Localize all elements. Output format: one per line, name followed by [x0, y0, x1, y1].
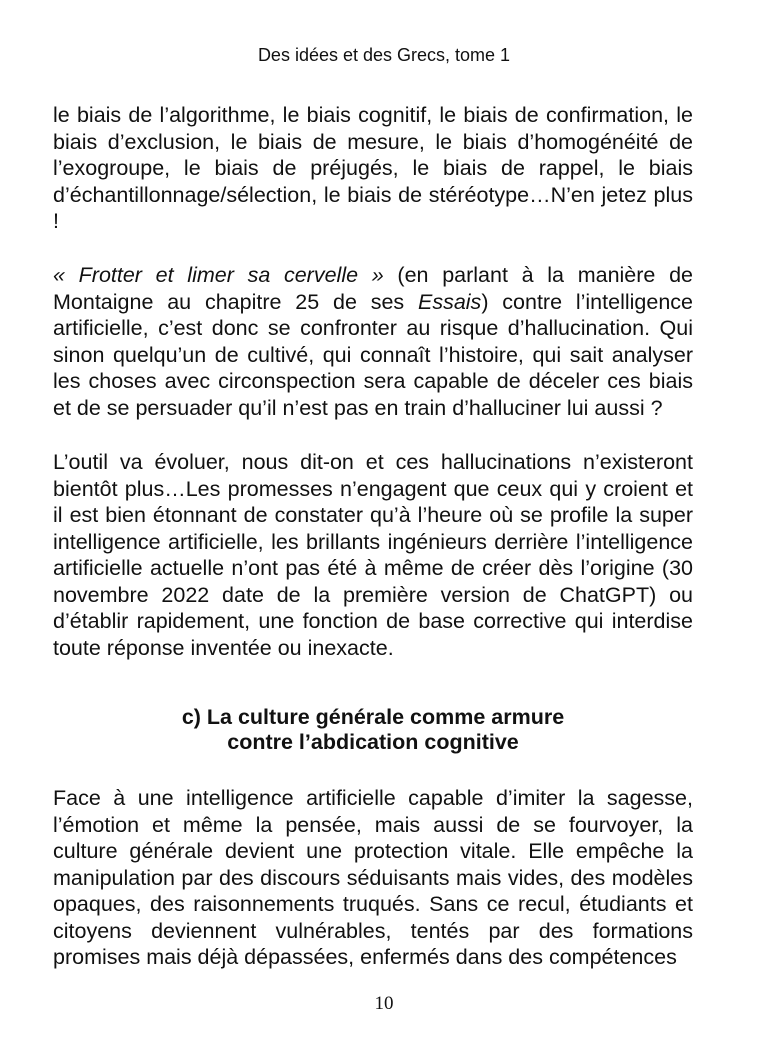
section-heading-line-2: contre l’abdication cognitive [227, 730, 519, 754]
paragraph-montaigne-text-1: (en parlant à la manière de Montaigne au chapitre 25 de ses [53, 263, 693, 314]
running-header-title: Des idées et des Grecs, tome 1 [257, 45, 511, 65]
paragraph-tool-evolution: L’outil va évoluer, nous dit-on et ces hallucinations n’existeront bientôt plus…Les promesses n’engagent que ceux qui y croient et il est bien étonnant de constater qu’à l’heure où se profile la super intelligence artificielle, les brillants ingénieurs derrière l’intelligence artificielle actuelle n’ont pas été à même de créer dès l’origine (30 novembre 2022 date de la première version de ChatGPT) ou d’établir rapidement, une fonction de base corrective qui interdise toute réponse inventée ou inexacte. [53, 450, 693, 660]
montaigne-quote: « Frotter et limer sa cervelle » [53, 263, 384, 287]
paragraph-culture-protection: Face à une intelligence artificielle capable d’imiter la sagesse, l’émotion et même la pensée, mais aussi de se fourvoyer, la culture générale devient une protection vitale. Elle empêche la manipulation par des discours séduisants mais vides, des modèles opaques, des raisonnements truqués. Sans ce recul, étudiants et citoyens deviennent vulnérables, tentés par des formations promises mais déjà dépassées, enfermés dans des compétences [53, 786, 693, 969]
paragraph-montaigne [53, 262, 693, 421]
essais-title: Essais [417, 289, 482, 314]
paragraph-montaigne-text-2: ) contre l’intelligence artificielle, c’est donc se confronter au risque d’hallucination. Qui sinon quelqu’un de cultivé, qui connaît l’histoire, qui sait analyser les choses avec circonspection sera capable de déceler ces biais et de se persuader qu’il n’est pas en train d’halluciner lui aussi ? [53, 289, 693, 420]
section-heading-line-1: c) La culture générale comme armure [181, 705, 565, 729]
section-heading [53, 705, 693, 755]
page-number: 10 [374, 993, 394, 1014]
paragraph-biases-list: le biais de l’algorithme, le biais cognitif, le biais de confirmation, le biais d’exclusion, le biais de mesure, le biais d’homogénéité de l’exogroupe, le biais de préjugés, le biais de rappel, le biais d’échantillonnage/sélection, le biais de stéréotype…N’en jetez plus ! [53, 103, 693, 233]
